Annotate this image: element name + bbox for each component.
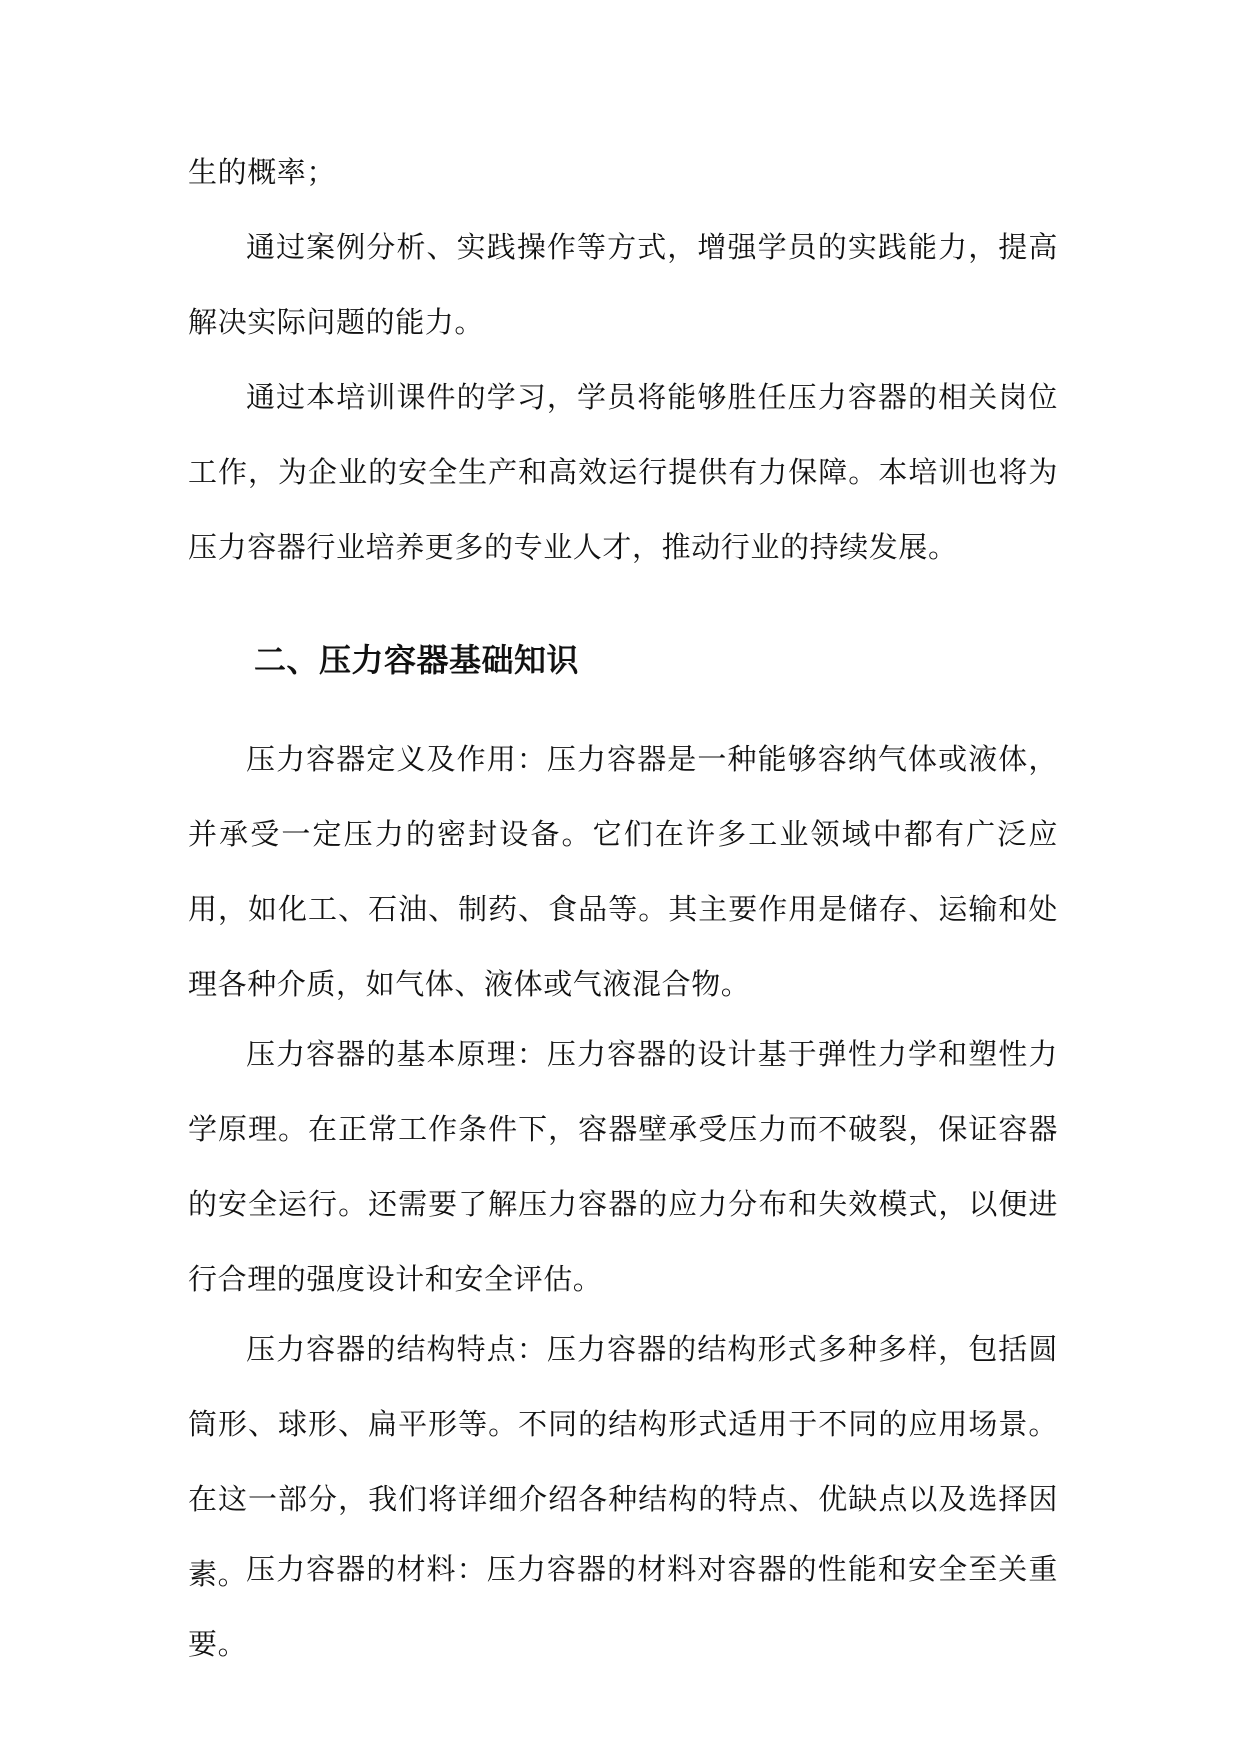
body-paragraph: 压力容器的基本原理：压力容器的设计基于弹性力学和塑性力学原理。在正常工作条件下，容器壁承受压力而不破裂，保证容器的安全运行。还需要了解压力容器的应力分布和失效模式，以便进行合理的强度设计和安全评估。 (188, 1037, 1058, 1296)
body-paragraph: 压力容器定义及作用：压力容器是一种能够容纳气体或液体，并承受一定压力的密封设备。它们在许多工业领域中都有广泛应用，如化工、石油、制药、食品等。其主要作用是储存、运输和处理各种介质，如气体、液体或气液混合物。 (188, 742, 1058, 1001)
body-paragraph: 压力容器的材料：压力容器的材料对容器的性能和安全至关重要。 (188, 1552, 1058, 1661)
continuation-text: 生的概率； (188, 155, 337, 189)
section-heading: 二、压力容器基础知识 (254, 641, 580, 679)
body-paragraph: 通过案例分析、实践操作等方式，增强学员的实践能力，提高解决实际问题的能力。 (188, 230, 1058, 339)
body-paragraph: 压力容器的结构特点：压力容器的结构形式多种多样，包括圆筒形、球形、扁平形等。不同的结构形式适用于不同的应用场景。在这一部分，我们将详细介绍各种结构的特点、优缺点以及选择因素。 (188, 1332, 1058, 1591)
body-paragraph: 通过本培训课件的学习，学员将能够胜任压力容器的相关岗位工作，为企业的安全生产和高效运行提供有力保障。本培训也将为压力容器行业培养更多的专业人才，推动行业的持续发展。 (188, 380, 1058, 564)
